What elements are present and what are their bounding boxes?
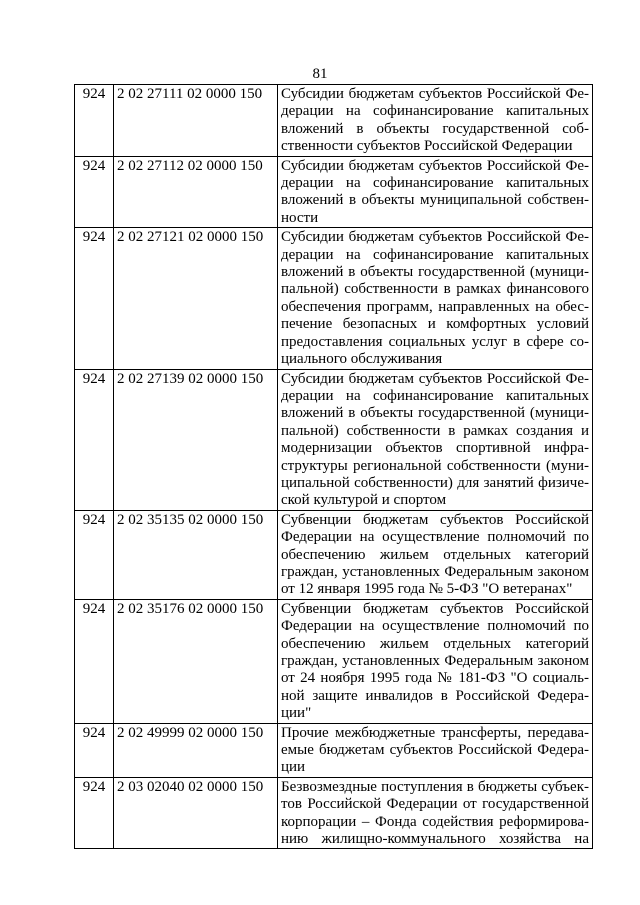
description-line: пальной) собственности в рамках финансового (281, 281, 589, 298)
description-line: Безвозмездные поступления в бюджеты субъек- (281, 778, 589, 795)
description-line: Федерации на осуществление полномочий по (281, 529, 589, 546)
admin-code-cell: 924 (75, 228, 114, 369)
description-line: ципальной собственности) для занятий физиче- (281, 474, 589, 491)
budget-classification-code-cell: 2 03 02040 02 0000 150 (114, 777, 278, 849)
description-line: нию жилищно-коммунального хозяйства на (281, 831, 589, 848)
budget-classification-code-cell: 2 02 35176 02 0000 150 (114, 599, 278, 723)
budget-classification-code-cell: 2 02 27121 02 0000 150 (114, 228, 278, 369)
revenue-description-cell (278, 777, 593, 849)
description-line: обеспечению жильем отдельных категорий (281, 635, 589, 652)
admin-code-cell: 924 (75, 723, 114, 777)
description-line: дерации на софинансирование капитальных (281, 103, 589, 120)
description-line: Субсидии бюджетам субъектов Российской Фе- (281, 229, 589, 246)
table-row (75, 156, 593, 228)
description-line: ственности субъектов Российской Федерации (281, 138, 573, 155)
description-line: вложений в объекты государственной (муници- (281, 264, 589, 281)
admin-code-cell: 924 (75, 599, 114, 723)
description-line: корпорации – Фонда содействия реформирова- (281, 813, 589, 830)
budget-classification-code-cell: 2 02 27139 02 0000 150 (114, 369, 278, 510)
budget-classification-code-cell: 2 02 35135 02 0000 150 (114, 510, 278, 599)
description-line: предоставления социальных услуг в сфере со- (281, 333, 589, 350)
description-line: вложений в объекты государственной (муници- (281, 405, 589, 422)
revenue-description-cell (278, 510, 593, 599)
description-line: ции" (281, 705, 312, 722)
page-number: 81 (312, 66, 328, 82)
admin-code-cell: 924 (75, 369, 114, 510)
table-row (75, 369, 593, 510)
description-line: Субсидии бюджетам субъектов Российской Фе- (281, 157, 589, 174)
description-line: Субвенции бюджетам субъектов Российской (281, 600, 589, 617)
description-line: ции (281, 759, 306, 776)
description-line: дерации на софинансирование капитальных (281, 246, 589, 263)
description-line: граждан, установленных Федеральным законом (281, 563, 589, 580)
description-line: от 12 января 1995 года № 5-ФЗ "О ветеранах" (281, 581, 573, 598)
description-line: Субсидии бюджетам субъектов Российской Фе- (281, 86, 589, 102)
table-row (75, 85, 593, 157)
description-line: Субсидии бюджетам субъектов Российской Фе- (281, 370, 589, 387)
table-row (75, 777, 593, 849)
description-line: циального обслуживания (281, 351, 443, 368)
description-line: структуры региональной собственности (муни- (281, 457, 589, 474)
description-line: вложений в объекты муниципальной собствен- (281, 192, 589, 209)
description-line: Федерации на осуществление полномочий по (281, 618, 589, 635)
table-row (75, 599, 593, 723)
description-line: ской культурой и спортом (281, 492, 447, 509)
revenue-description-cell (278, 723, 593, 777)
description-line: Прочие межбюджетные трансферты, передава- (281, 724, 589, 741)
revenue-description-cell (278, 599, 593, 723)
description-line: вложений в объекты государственной соб- (281, 120, 589, 137)
description-line: обеспечению жильем отдельных категорий (281, 546, 589, 563)
description-line: ности (281, 209, 319, 226)
budget-classification-code-cell: 2 02 27111 02 0000 150 (114, 85, 278, 157)
table-row (75, 510, 593, 599)
description-line: Субвенции бюджетам субъектов Российской (281, 511, 589, 528)
revenue-description-cell (278, 228, 593, 369)
admin-code-cell: 924 (75, 777, 114, 849)
table-row (75, 723, 593, 777)
description-line: модернизации объектов спортивной инфра- (281, 440, 589, 457)
budget-classification-code-cell: 2 02 27112 02 0000 150 (114, 156, 278, 228)
budget-classification-code-cell: 2 02 49999 02 0000 150 (114, 723, 278, 777)
description-line: печение безопасных и комфортных условий (281, 316, 589, 333)
description-line: обеспечения программ, направленных на обес- (281, 298, 589, 315)
budget-codes-table (74, 84, 593, 849)
revenue-description-cell (278, 156, 593, 228)
description-line: ной защите инвалидов в Российской Федера- (281, 687, 589, 704)
description-line: емые бюджетам субъектов Российской Федера- (281, 742, 589, 759)
table-row (75, 228, 593, 369)
admin-code-cell: 924 (75, 510, 114, 599)
description-line: пальной) собственности в рамках создания и (281, 422, 589, 439)
description-line: граждан, установленных Федеральным законом (281, 653, 589, 669)
revenue-description-cell (278, 85, 593, 157)
description-line: дерации на софинансирование капитальных (281, 387, 589, 404)
description-line: от 24 ноября 1995 года № 181-ФЗ "О социаль- (281, 670, 589, 687)
admin-code-cell: 924 (75, 156, 114, 228)
admin-code-cell: 924 (75, 85, 114, 157)
description-line: дерации на софинансирование капитальных (281, 175, 589, 192)
revenue-description-cell (278, 369, 593, 510)
description-line: тов Российской Федерации от государственной (281, 796, 589, 813)
table-body (75, 85, 593, 849)
